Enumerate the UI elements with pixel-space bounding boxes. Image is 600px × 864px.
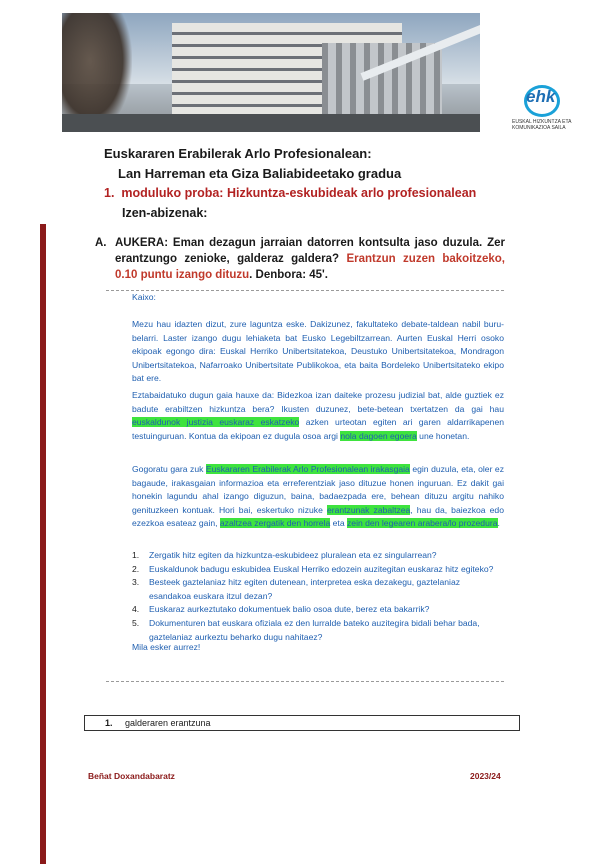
p3-text-d: eta: [330, 518, 347, 529]
header-photo: [62, 13, 480, 132]
p2-text-b: azken urteotan egiten ari garen aldarrikapenen testuinguruan. Kontua da ekipoan ez dugula osoa argi: [132, 417, 505, 441]
p2-text-a: Eztabaidatuko dugun gaia hauxe da: Bidezkoa izan daiteke prozesu judizial bat, alde guztiek ez badute erabiltzen hizkuntza bera? Ikusten duzunez, bete-betean txertatzen da gai hau: [132, 390, 504, 414]
question-list: [132, 549, 504, 644]
p3-highlight-2: erantzunak zabaltzea: [326, 504, 411, 515]
logo-subtitle: [512, 119, 572, 131]
list-item: [132, 549, 504, 563]
list-item: [132, 576, 504, 603]
p3-text-a: Gogoratu gara zuk: [132, 464, 206, 474]
list-item-text: Euskaldunok badugu eskubidea Euskal Herriko edozein auzitegitan euskaraz hitz egiteko?: [149, 563, 494, 574]
list-item-text: Dokumenturen bat euskara ofiziala ez den lurralde bateko auzitegira bidali behar bada, gaztelaniaz aurkeztu beharko dugu nahitaez?: [149, 617, 480, 642]
answer-box[interactable]: [84, 715, 520, 731]
answer-box-label: galderaren erantzuna: [125, 718, 211, 728]
p3-text-b: egin duzula, eta, oler ez bagaude, irakasgaian informazioa eta erreferentziak jaso dituzue honen inguruan. Ez dakit gai honekin lagundu ahal izango diguzun, baina, badaezpada ere, behean dituzu argitu nahiko genituzkeen kontuak. Hori bai, eskertuko nizuke: [132, 464, 504, 515]
footer-author: Beñat Doxandabaratz: [88, 771, 175, 781]
list-item-text: Zergatik hitz egiten da hizkuntza-eskubideez pluralean eta ez singularrean?: [149, 550, 437, 560]
question-text: [115, 235, 505, 283]
email-paragraph-3: [132, 463, 504, 531]
p3-highlight-1: Euskararen Erabilerak Arlo Profesionalean irakasgaia: [205, 464, 410, 474]
p2-highlight-2: nola dagoen egoera: [340, 430, 417, 441]
photo-ground: [62, 114, 480, 132]
email-closing: Mila esker aurrez!: [132, 642, 201, 652]
question-instructions: AUKERA: Eman dezagun jarraian datorren kontsulta jaso duzula. Zer erantzungo zenioke, galderaz galdera?: [115, 237, 505, 265]
course-title: Euskararen Erabilerak Arlo Profesionalean:: [104, 146, 372, 161]
email-greeting: Kaixo:: [132, 292, 156, 302]
list-item-num: 1.: [132, 550, 140, 560]
question-scoring: Erantzun zuzen bakoitzeko, 0.10 puntu izango dituzu: [115, 253, 505, 281]
answer-box-num: 1.: [105, 718, 113, 728]
p3-text-e: .: [497, 518, 500, 529]
degree-title: Lan Harreman eta Giza Baliabideetako gradua: [118, 166, 402, 181]
question-time: . Denbora: 45'.: [249, 269, 328, 281]
exam-title-text: moduluko proba: Hizkuntza-eskubideak arlo profesionalean: [121, 186, 477, 200]
list-item-text: Euskaraz aurkeztutako dokumentuek balio osoa dute, berez eta bakarrik?: [149, 604, 430, 615]
logo-subtitle-line1: EUSKAL HIZKUNTZA ETA: [512, 119, 572, 125]
sidebar-accent-bar: [40, 224, 46, 864]
p2-text-c: une honetan.: [416, 430, 470, 441]
p3-highlight-3: azaltzea zergatik den horrela: [219, 518, 331, 529]
list-item-num: 4.: [132, 604, 140, 615]
list-item: [132, 563, 504, 577]
list-item-text: Besteek gaztelaniaz hitz egiten dutenean, interpretea eska dezakegu, gaztelaniaz esandakoa euskara itzul dezan?: [149, 577, 461, 601]
p3-text-c: , hau da, baiezkoa edo ezezkoa esateaz gain,: [132, 504, 504, 529]
list-item-num: 2.: [132, 563, 140, 574]
list-item-num: 5.: [132, 617, 140, 628]
list-item-num: 3.: [132, 577, 140, 588]
ehk-logo: [512, 85, 572, 135]
name-field-label: Izen-abizenak:: [122, 206, 208, 220]
question-block: [95, 235, 505, 283]
p2-highlight-1: euskaldunok justizia euskaraz eskatzeko: [132, 417, 300, 428]
consultation-email: [106, 290, 504, 682]
question-label: A.: [95, 237, 107, 249]
email-paragraph-2: [132, 389, 504, 443]
logo-subtitle-line2: KOMUNIKAZIOA SAILA: [512, 125, 566, 131]
exam-title-num: 1.: [104, 186, 115, 200]
list-item: [132, 603, 504, 617]
email-paragraph-1: Mezu hau idazten dizut, zure laguntza eske. Dakizunez, fakultateko debate-taldean nabil buru-belarri. Laster izango dugu lehiaketa bat Eusko Legebiltzarrean. Aurten Euskal Herri osoko ekipoak egongo dira: Euskal Herriko Unibertsitatekoa, Deustuko Unibertsitatekoa, Mondragon Unibertsitatekoa, Nafarroako Unibertsitate Publikokoa, eta baita Bordeleko Unibertsitateko ekipo bat ere.: [132, 319, 504, 384]
logo-mark: ehk: [526, 87, 556, 106]
footer-year: 2023/24: [470, 771, 501, 781]
p3-highlight-4: zein den legearen arabera/lo prozedura: [347, 518, 498, 529]
exam-title: [104, 186, 476, 200]
